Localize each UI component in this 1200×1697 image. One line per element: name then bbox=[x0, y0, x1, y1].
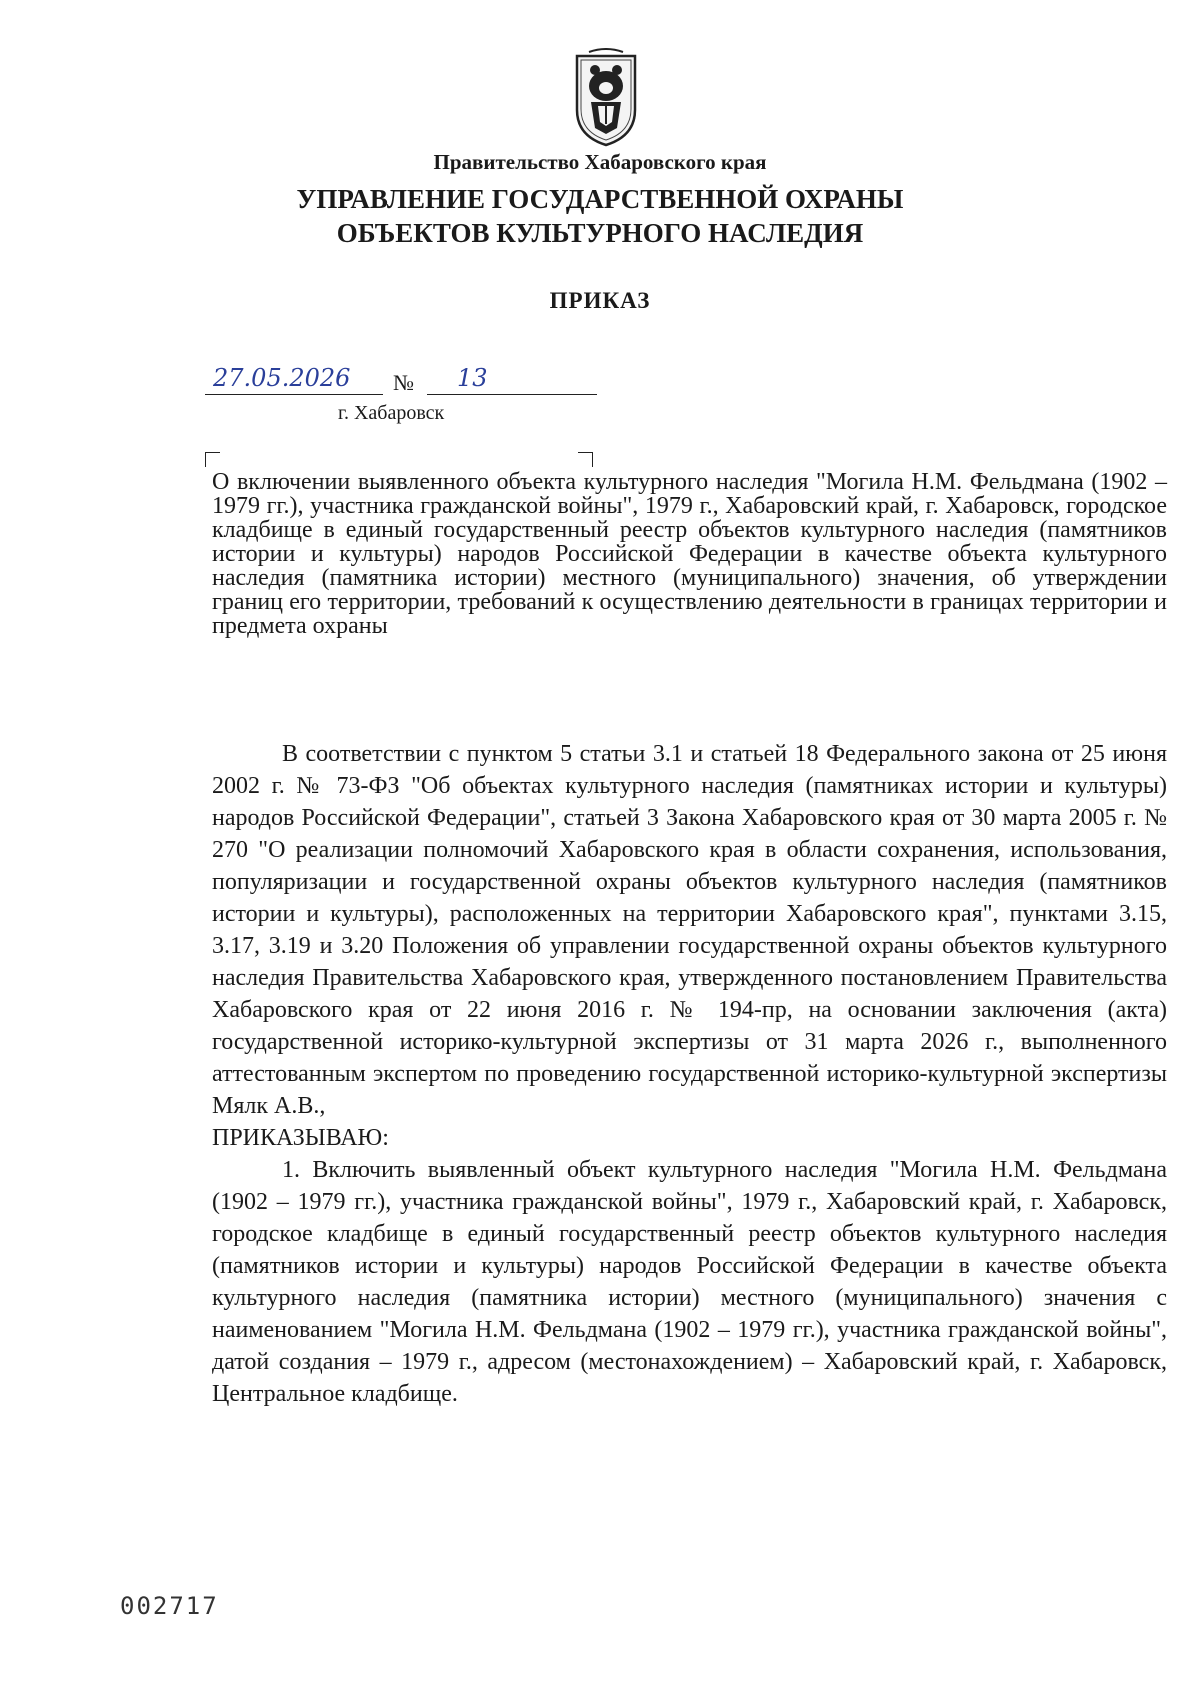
serial-number: 002717 bbox=[120, 1592, 219, 1620]
order-word: ПРИКАЗЫВАЮ: bbox=[212, 1125, 389, 1151]
handwritten-number: 13 bbox=[457, 364, 488, 392]
department-line-2: ОБЪЕКТОВ КУЛЬТУРНОГО НАСЛЕДИЯ bbox=[336, 218, 864, 248]
coat-of-arms-icon bbox=[571, 48, 641, 148]
subject-corner-right bbox=[578, 452, 593, 467]
number-sign: № bbox=[393, 370, 414, 395]
registration-line bbox=[205, 364, 595, 400]
city-label: г. Хабаровск bbox=[338, 402, 445, 424]
preamble-paragraph: В соответствии с пунктом 5 статьи 3.1 и статьей 18 Федерального закона от 25 июня 2002 г. № 73-ФЗ "Об объектах культурного наследия (памятниках истории и культуры) народов Российской Федерации", статьей 3 Закона Хабаровского края от 30 марта 2005 г. № 270 "О реализации полномочий Хабаровского края в области сохранения, использования, популяризации и государственной охраны объектов культурного наследия (памятников истории и культуры), расположенных на территории Хабаровского края", пунктами 3.15, 3.17, 3.19 и 3.20 Положения об управлении государственной охраны объектов культурного наследия Правительства Хабаровского края, утвержденного постановлением Правительства Хабаровского края от 22 июня 2016 г. № 194-пр, на основании заключения (акта) государственной историко-культурной экспертизы от 31 марта 2026 г., выполненного аттестованным экспертом по проведению государственной историко-культурной экспертизы Мялк А.В., bbox=[212, 741, 1167, 1119]
document-type: ПРИКАЗ bbox=[549, 288, 651, 313]
document-body bbox=[212, 738, 1167, 1410]
number-underline bbox=[427, 394, 597, 395]
handwritten-date: 27.05.2026 bbox=[213, 364, 351, 392]
document-subject: О включении выявленного объекта культурного наследия "Могила Н.М. Фельдмана (1902 – 1979 гг.), участника гражданской войны", 1979 г., Хабаровский край, г. Хабаровск, городское кладбище в единый государственный реестр объектов культурного наследия (памятников истории и культуры) народов Российской Федерации в качестве объекта культурного наследия (памятника истории) местного (муниципального) значения, об утверждении границ его территории, требований к осуществлению деятельности в границах территории и предмета охраны bbox=[212, 469, 1167, 639]
government-name: Правительство Хабаровского края bbox=[433, 150, 767, 174]
date-underline bbox=[205, 394, 383, 395]
subject-corner-left bbox=[205, 452, 220, 467]
item-1-paragraph: 1. Включить выявленный объект культурного наследия "Могила Н.М. Фельдмана (1902 – 1979 гг.), участника гражданской войны", 1979 г., Хабаровский край, г. Хабаровск, городское кладбище в единый государственный реестр объектов культурного наследия (памятников истории и культуры) народов Российской Федерации в качестве объекта культурного наследия (памятника истории) местного (муниципального) значения с наименованием "Могила Н.М. Фельдмана (1902 – 1979 гг.), участника гражданской войны", датой создания – 1979 г., адресом (местонахождением) – Хабаровский край, г. Хабаровск, Центральное кладбище. bbox=[212, 1157, 1167, 1407]
department-name bbox=[0, 182, 1200, 250]
department-line-1: УПРАВЛЕНИЕ ГОСУДАРСТВЕННОЙ ОХРАНЫ bbox=[296, 184, 904, 214]
